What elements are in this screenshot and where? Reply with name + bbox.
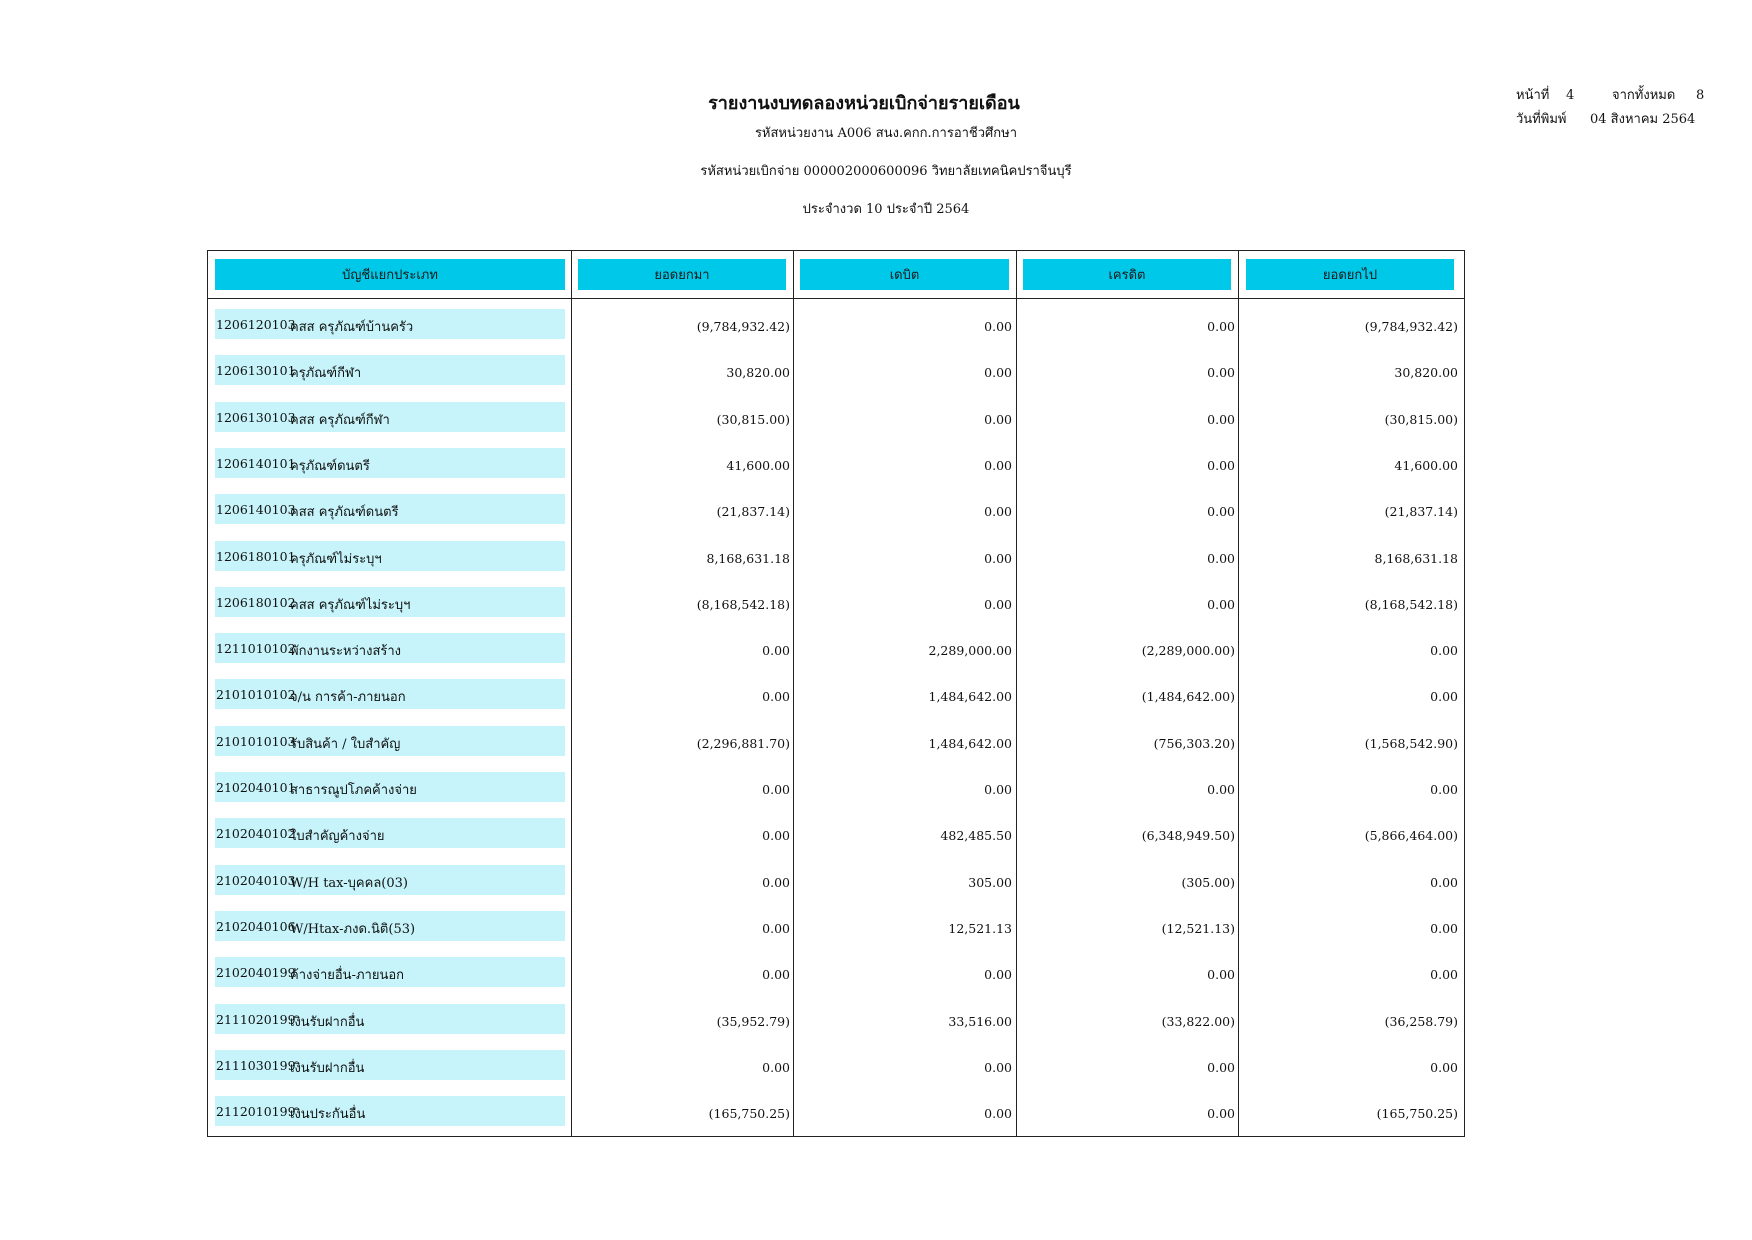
table-row bbox=[208, 1096, 1466, 1142]
carried-forward-value: (9,784,932.42) bbox=[1364, 319, 1458, 334]
brought-forward-value: 0.00 bbox=[762, 967, 790, 983]
brought-forward-value: 0.00 bbox=[762, 643, 790, 659]
table-row bbox=[208, 309, 1466, 355]
column-header-account: บัญชีแยกประเภท bbox=[215, 259, 565, 290]
brought-forward-value: 0.00 bbox=[762, 782, 790, 797]
account-name: W/H tax-บุคคล(03) bbox=[290, 875, 408, 891]
account-code: 2102040103 bbox=[216, 872, 296, 888]
carried-forward-value: 41,600.00 bbox=[1394, 457, 1458, 473]
account-code: 2102040101 bbox=[216, 780, 296, 795]
carried-forward-value: 0.00 bbox=[1430, 1059, 1458, 1075]
table-row bbox=[208, 911, 1466, 957]
carried-forward-value: (21,837.14) bbox=[1384, 504, 1458, 520]
debit-value: 482,485.50 bbox=[940, 828, 1012, 844]
debit-value: 0.00 bbox=[984, 1106, 1012, 1122]
account-name: คสส ครุภัณฑ์บ้านครัว bbox=[290, 320, 414, 335]
carried-forward-value: (5,866,464.00) bbox=[1364, 828, 1458, 844]
account-name: รับสินค้า / ใบสำคัญ bbox=[290, 736, 401, 752]
table-row bbox=[208, 494, 1466, 540]
account-name: เงินประกันอื่น bbox=[290, 1107, 366, 1123]
column-header-debit: เดบิต bbox=[800, 259, 1009, 290]
account-name: คสส ครุภัณฑ์ดนตรี bbox=[290, 505, 399, 521]
header-divider bbox=[208, 298, 1464, 299]
print-date-label: วันที่พิมพ์ bbox=[1516, 112, 1567, 127]
debit-value: 0.00 bbox=[984, 596, 1012, 612]
column-header-brought-forward: ยอดยกมา bbox=[578, 259, 786, 290]
brought-forward-value: 0.00 bbox=[762, 828, 790, 844]
page-label: หน้าที่ bbox=[1516, 88, 1550, 103]
account-name: ครุภัณฑ์ไม่ระบุฯ bbox=[290, 551, 382, 567]
table-row bbox=[208, 402, 1466, 448]
account-code: 1206180101 bbox=[216, 548, 296, 564]
page-number: 4 bbox=[1566, 88, 1575, 103]
account-name: ครุภัณฑ์กีฬา bbox=[290, 366, 362, 382]
credit-value: 0.00 bbox=[1207, 411, 1235, 427]
brought-forward-value: (9,784,932.42) bbox=[696, 319, 790, 334]
brought-forward-value: (8,168,542.18) bbox=[696, 596, 790, 612]
period-line: ประจำงวด 10 ประจำปี 2564 bbox=[802, 202, 970, 217]
total-pages-label: จากทั้งหมด bbox=[1612, 88, 1676, 103]
account-code: 1206140103 bbox=[216, 502, 296, 518]
column-header-credit: เครดิต bbox=[1023, 259, 1231, 290]
total-pages: 8 bbox=[1696, 88, 1705, 103]
account-code: 2111030199 bbox=[216, 1057, 296, 1073]
table-row bbox=[208, 541, 1466, 587]
brought-forward-value: 41,600.00 bbox=[726, 457, 790, 473]
table-row bbox=[208, 679, 1466, 725]
table-row bbox=[208, 1004, 1466, 1050]
trial-balance-table bbox=[207, 250, 1465, 1137]
credit-value: (6,348,949.50) bbox=[1141, 828, 1235, 844]
account-code: 2102040199 bbox=[216, 965, 296, 981]
account-name: จ/น การค้า-ภายนอก bbox=[290, 690, 406, 706]
table-row bbox=[208, 1050, 1466, 1096]
agency-line: รหัสหน่วยงาน A006 สนง.คกก.การอาชีวศึกษา bbox=[754, 126, 1018, 141]
account-code: 2101010103 bbox=[216, 733, 296, 749]
table-row bbox=[208, 726, 1466, 772]
credit-value: 0.00 bbox=[1207, 550, 1235, 566]
table-row bbox=[208, 865, 1466, 911]
carried-forward-value: 0.00 bbox=[1430, 920, 1458, 936]
credit-value: 0.00 bbox=[1207, 782, 1235, 797]
credit-value: 0.00 bbox=[1207, 1059, 1235, 1075]
account-code: 2101010102 bbox=[216, 687, 296, 703]
table-row bbox=[208, 818, 1466, 864]
brought-forward-value: 0.00 bbox=[762, 920, 790, 936]
account-name: ครุภัณฑ์ดนตรี bbox=[290, 458, 370, 474]
print-date: 04 สิงหาคม 2564 bbox=[1590, 112, 1696, 127]
table-row bbox=[208, 587, 1466, 633]
account-name: พักงานระหว่างสร้าง bbox=[290, 644, 402, 660]
credit-value: (12,521.13) bbox=[1161, 920, 1235, 936]
debit-value: 0.00 bbox=[984, 457, 1012, 473]
credit-value: (33,822.00) bbox=[1161, 1013, 1235, 1029]
debit-value: 0.00 bbox=[984, 319, 1012, 334]
column-header-carried-forward: ยอดยกไป bbox=[1246, 259, 1454, 290]
carried-forward-value: 0.00 bbox=[1430, 967, 1458, 983]
account-code: 2102040106 bbox=[216, 918, 296, 934]
carried-forward-value: (1,568,542.90) bbox=[1364, 735, 1458, 751]
account-code: 2111020199 bbox=[216, 1011, 296, 1027]
debit-value: 0.00 bbox=[984, 967, 1012, 983]
debit-value: 1,484,642.00 bbox=[928, 689, 1012, 705]
brought-forward-value: (21,837.14) bbox=[716, 504, 790, 520]
brought-forward-value: (35,952.79) bbox=[716, 1013, 790, 1029]
brought-forward-value: 30,820.00 bbox=[726, 365, 790, 381]
brought-forward-value: 8,168,631.18 bbox=[706, 550, 790, 566]
account-name: เงินรับฝากอื่น bbox=[290, 1060, 365, 1076]
brought-forward-value: 0.00 bbox=[762, 874, 790, 890]
table-row bbox=[208, 957, 1466, 1003]
credit-value: (305.00) bbox=[1181, 874, 1235, 890]
account-code: 2112010199 bbox=[216, 1104, 296, 1120]
carried-forward-value: (30,815.00) bbox=[1384, 411, 1458, 427]
brought-forward-value: (30,815.00) bbox=[716, 411, 790, 427]
credit-value: 0.00 bbox=[1207, 319, 1235, 334]
account-code: 1206180102 bbox=[216, 594, 296, 610]
debit-value: 2,289,000.00 bbox=[928, 643, 1012, 659]
brought-forward-value: (2,296,881.70) bbox=[696, 735, 790, 751]
credit-value: 0.00 bbox=[1207, 1106, 1235, 1122]
carried-forward-value: 30,820.00 bbox=[1394, 365, 1458, 381]
debit-value: 0.00 bbox=[984, 782, 1012, 797]
account-name: สาธารณูปโภคค้างจ่าย bbox=[290, 783, 417, 798]
carried-forward-value: 0.00 bbox=[1430, 782, 1458, 797]
debit-value: 33,516.00 bbox=[948, 1013, 1012, 1029]
brought-forward-value: 0.00 bbox=[762, 689, 790, 705]
account-code: 1206140101 bbox=[216, 455, 296, 471]
report-title: รายงานงบทดลองหน่วยเบิกจ่ายรายเดือน bbox=[708, 93, 1020, 114]
table-row bbox=[208, 633, 1466, 679]
account-code: 2102040102 bbox=[216, 826, 296, 842]
account-name: ใบสำคัญค้างจ่าย bbox=[290, 829, 385, 845]
credit-value: 0.00 bbox=[1207, 967, 1235, 983]
account-name: ค้างจ่ายอื่น-ภายนอก bbox=[290, 968, 405, 984]
account-name: คสส ครุภัณฑ์ไม่ระบุฯ bbox=[290, 597, 411, 613]
credit-value: (2,289,000.00) bbox=[1141, 643, 1235, 659]
account-name: คสส ครุภัณฑ์กีฬา bbox=[290, 412, 390, 428]
carried-forward-value: 8,168,631.18 bbox=[1374, 550, 1458, 566]
table-row bbox=[208, 772, 1466, 818]
carried-forward-value: 0.00 bbox=[1430, 689, 1458, 705]
table-row bbox=[208, 355, 1466, 401]
credit-value: 0.00 bbox=[1207, 457, 1235, 473]
credit-value: (756,303.20) bbox=[1153, 735, 1235, 751]
debit-value: 0.00 bbox=[984, 550, 1012, 566]
debit-value: 12,521.13 bbox=[948, 920, 1012, 936]
account-name: เงินรับฝากอื่น bbox=[290, 1014, 365, 1030]
carried-forward-value: (36,258.79) bbox=[1384, 1013, 1458, 1029]
credit-value: 0.00 bbox=[1207, 596, 1235, 612]
account-code: 1206120103 bbox=[216, 317, 296, 332]
credit-value: (1,484,642.00) bbox=[1141, 689, 1235, 705]
table-row bbox=[208, 448, 1466, 494]
brought-forward-value: 0.00 bbox=[762, 1059, 790, 1075]
carried-forward-value: 0.00 bbox=[1430, 874, 1458, 890]
debit-value: 0.00 bbox=[984, 365, 1012, 381]
account-name: W/Htax-ภงด.นิติ(53) bbox=[290, 921, 416, 937]
debit-value: 305.00 bbox=[968, 874, 1012, 890]
carried-forward-value: 0.00 bbox=[1430, 643, 1458, 659]
debit-value: 1,484,642.00 bbox=[928, 735, 1012, 751]
carried-forward-value: (165,750.25) bbox=[1376, 1106, 1458, 1122]
account-code: 1206130103 bbox=[216, 409, 296, 425]
credit-value: 0.00 bbox=[1207, 365, 1235, 381]
account-code: 1211010102 bbox=[216, 641, 296, 657]
disbursement-unit-line: รหัสหน่วยเบิกจ่าย 000002000600096 วิทยาลัยเทคนิคปราจีนบุรี bbox=[700, 164, 1072, 179]
debit-value: 0.00 bbox=[984, 411, 1012, 427]
credit-value: 0.00 bbox=[1207, 504, 1235, 520]
debit-value: 0.00 bbox=[984, 504, 1012, 520]
debit-value: 0.00 bbox=[984, 1059, 1012, 1075]
account-code: 1206130101 bbox=[216, 363, 296, 379]
brought-forward-value: (165,750.25) bbox=[708, 1106, 790, 1122]
carried-forward-value: (8,168,542.18) bbox=[1364, 596, 1458, 612]
